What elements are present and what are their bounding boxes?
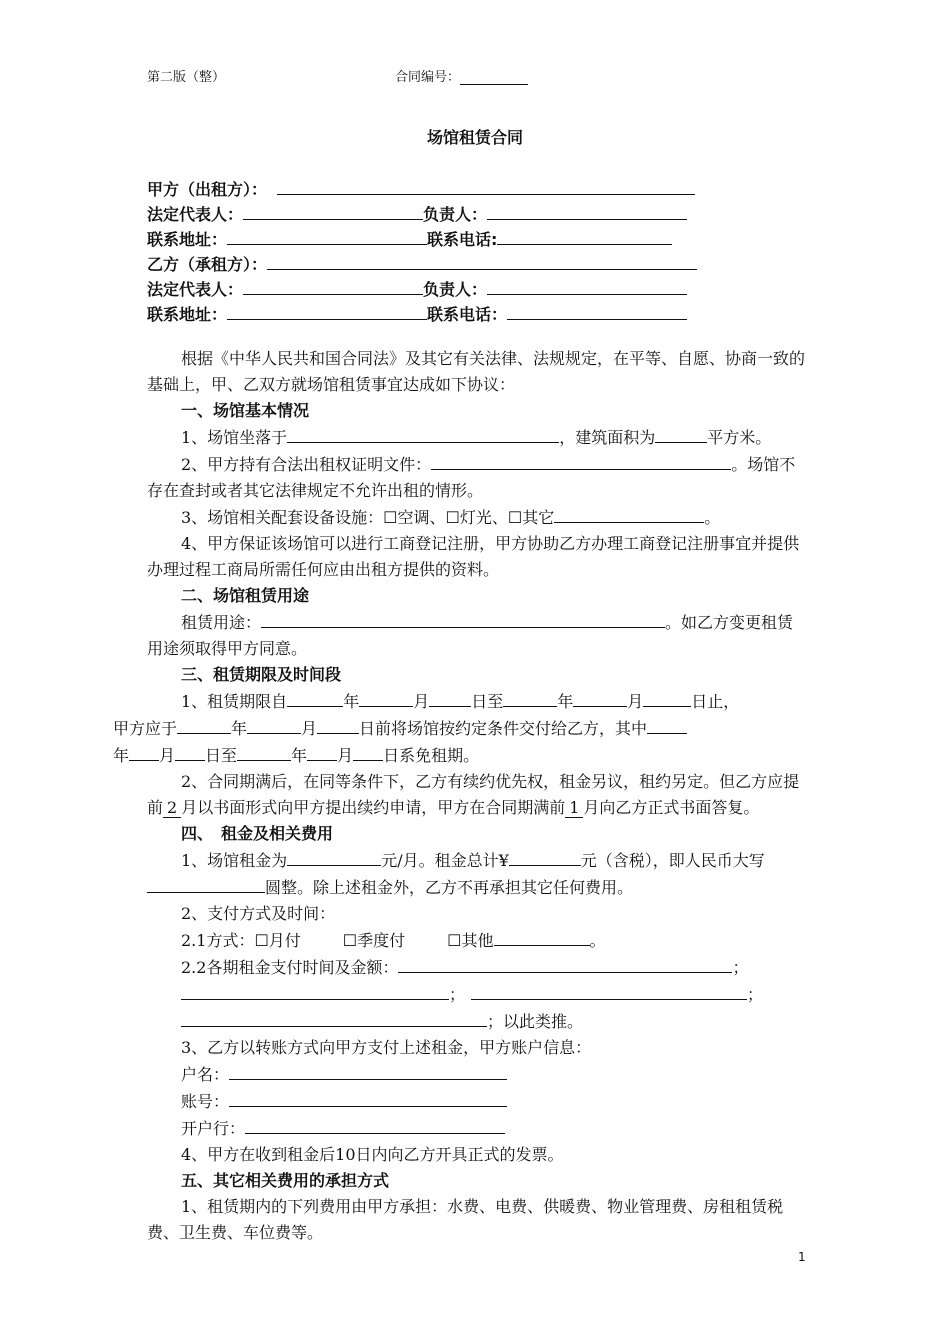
pay-monthly-checkbox[interactable]: 2.1方式：☐月付 [181,931,301,950]
s4-text: ； [449,985,466,1004]
page-number: 1 [798,1250,806,1264]
end-month-field[interactable] [573,688,627,707]
s4-item-2-2-line3 [147,1008,807,1035]
s3-text: 日止， [691,692,740,711]
party-a-rep-row [147,201,727,226]
s4-item-2-2-line2 [147,981,807,1008]
party-a-label: 甲方（出租方）： [147,180,268,199]
pay-other-field[interactable] [494,927,590,946]
s2-usage [147,609,807,662]
party-b-address-field[interactable] [227,301,427,320]
legal-rep-label: 法定代表人： [147,280,244,299]
party-b-legal-rep-field[interactable] [243,276,423,295]
account-number-field[interactable] [229,1088,507,1107]
party-a-phone-field[interactable] [497,226,672,245]
s4-item-1 [147,847,807,901]
s3-text: 年 [231,719,248,738]
party-a-contact-row [147,226,727,251]
s3-item-1 [113,688,807,769]
s4-text: ； [732,958,749,977]
party-b-phone-field[interactable] [507,301,687,320]
person-in-charge-label: 负责人： [423,280,488,299]
payment-schedule-field-3[interactable] [471,981,747,1000]
start-day-field[interactable] [429,688,471,707]
s1-item-1-text: 1、场馆坐落于 [181,428,288,447]
party-b-row [147,251,727,276]
section-1-title: 一、场馆基本情况 [181,401,310,420]
free-end-day-field[interactable] [353,742,383,761]
building-area-field[interactable] [655,424,707,443]
party-a-row [147,176,727,201]
s3-text: 月 [627,692,644,711]
s4-text: 元/月。租金总计¥ [381,851,509,870]
free-end-year-field[interactable] [237,742,291,761]
venue-location-field[interactable] [287,424,559,443]
lease-certificate-field[interactable] [431,451,731,470]
pay-quarterly-checkbox[interactable]: ☐季度付 [342,931,406,950]
account-number-row [147,1088,807,1115]
party-b-contact-row [147,301,727,326]
s3-text: 年 [113,746,130,765]
s4-item-2-1 [147,927,807,954]
s4-text: 圆整。除上述租金外，乙方不再承担其它任何费用。 [265,878,634,897]
payment-schedule-field-4[interactable] [181,1008,487,1027]
s5-item-1: 1、租赁期内的下列费用由甲方承担：水费、电费、供暖费、物业管理费、房租租赁税费、卫生费、车位费等。 [147,1197,784,1242]
s3-text: 月 [413,692,430,711]
contract-body [113,346,807,1246]
s1-item-3-text: 3、场馆相关配套设备设施：☐空调、☐灯光、☐其它 [181,508,555,527]
s3-text: 年 [343,692,360,711]
person-in-charge-label: 负责人： [423,205,488,224]
s4-item-3: 3、乙方以转账方式向甲方支付上述租金，甲方账户信息： [181,1038,592,1057]
party-a-address-field[interactable] [227,226,427,245]
s3-text: 年 [291,746,308,765]
phone-label: 联系电话： [427,305,508,324]
document-title: 场馆租赁合同 [426,128,523,147]
s3-text: 日至 [471,692,504,711]
party-a-legal-rep-field[interactable] [243,201,423,220]
account-name-row [147,1061,807,1088]
address-label: 联系地址： [147,305,228,324]
s1-item-1-text: ，建筑面积为 [559,428,656,447]
payment-schedule-field-2[interactable] [181,981,449,1000]
s1-item-1-text: 平方米。 [707,428,772,447]
s3-text: 甲方应于 [113,719,178,738]
version-label: 第二版（整） [147,70,226,85]
s1-item-1 [147,424,807,451]
party-b-person-in-charge-field[interactable] [487,276,687,295]
intro-paragraph: 根据《中华人民共和国合同法》及其它有关法律、法规规定，在平等、自愿、协商一致的基础上，甲、乙双方就场馆租赁事宜达成如下协议： [147,349,806,394]
s1-item-2-text: 2、甲方持有合法出租权证明文件： [181,455,432,474]
free-start-day-field[interactable] [175,742,205,761]
section-2-title: 二、场馆租赁用途 [181,586,310,605]
pay-other-checkbox[interactable]: ☐其他 [447,931,494,950]
s3-item-2 [147,769,807,821]
total-rent-field[interactable] [509,847,581,866]
other-facilities-field[interactable] [554,504,704,523]
delivery-month-field[interactable] [247,715,301,734]
renewal-notice-months: 2 [163,798,181,818]
s3-text: 月 [159,746,176,765]
delivery-day-field[interactable] [317,715,359,734]
s2-usage-text: 租赁用途： [181,613,262,632]
section-3-title: 三、租赁期限及时间段 [181,665,342,684]
s1-item-2 [147,451,807,504]
section-4-title: 四、 租金及相关费用 [181,824,334,843]
s2-usage-text: 。如乙方变更租赁用途须取得甲方同意。 [147,613,794,658]
party-a-field[interactable] [277,176,695,195]
legal-rep-label: 法定代表人： [147,205,244,224]
s1-item-2-text: 。场馆不存在查封或者其它法律规定不允许出租的情形。 [147,455,796,500]
free-start-month-field[interactable] [129,742,159,761]
s3-text: 1、租赁期限自 [181,692,288,711]
s4-text: 1、场馆租金为 [181,851,288,870]
s1-item-3-text: 。 [704,508,721,527]
s3-text: 日系免租期。 [383,746,480,765]
contract-number-field[interactable] [460,70,528,85]
s3-text: 月向乙方正式书面答复。 [583,798,760,817]
s3-text: 月以书面形式向甲方提出续约申请，甲方在合同期满前 [181,798,566,817]
s4-text: 元（含税），即人民币大写 [580,851,765,870]
delivery-year-field[interactable] [177,715,231,734]
s3-text: 年 [557,692,574,711]
start-month-field[interactable] [359,688,413,707]
s4-item-4: 4、甲方在收到租金后10日内向乙方开具正式的发票。 [181,1145,564,1164]
s4-item-2: 2、支付方式及时间： [181,904,336,923]
party-b-label: 乙方（承租方）： [147,255,268,274]
parties-block [147,176,727,326]
payment-schedule-field-1[interactable] [398,954,732,973]
s1-item-3 [147,504,807,531]
monthly-rent-field[interactable] [287,847,381,866]
s3-text: 日前将场馆按约定条件交付给乙方，其中 [359,719,648,738]
bank-field[interactable] [245,1115,505,1134]
address-label: 联系地址： [147,230,228,249]
s3-text: 月 [337,746,354,765]
free-end-month-field[interactable] [307,742,337,761]
party-b-rep-row [147,276,727,301]
s3-text: 2、合同期满后，在同等条件下，乙方有续约优先权，租金另议，租约另定。但乙方应提前 [147,772,800,817]
account-name-field[interactable] [229,1061,507,1080]
section-5-title: 五、其它相关费用的承担方式 [181,1171,390,1190]
phone-label: 联系电话: [427,230,498,249]
bank-row [147,1115,807,1142]
lease-usage-field[interactable] [261,609,665,628]
end-day-field[interactable] [643,688,691,707]
s3-text: 日至 [205,746,238,765]
party-b-field[interactable] [267,251,697,270]
contract-number [395,66,528,85]
s4-text: ；以此类推。 [487,1012,584,1031]
s3-text: 月 [301,719,318,738]
party-a-person-in-charge-field[interactable] [487,201,687,220]
start-year-field[interactable] [287,688,343,707]
reply-months: 1 [565,798,583,818]
account-name-label: 户名： [181,1065,230,1084]
account-number-label: 账号： [181,1092,230,1111]
end-year-field[interactable] [503,688,557,707]
s4-text: ； [747,985,764,1004]
s4-item-2-2 [147,954,807,981]
bank-label: 开户行： [181,1119,246,1138]
rent-uppercase-field[interactable] [147,874,265,893]
free-start-year-field[interactable] [647,715,687,734]
s1-item-4: 4、甲方保证该场馆可以进行工商登记注册，甲方协助乙方办理工商登记注册事宜并提供办理过程工商局所需任何应由出租方提供的资料。 [147,534,800,579]
s4-text: 。 [589,931,606,950]
contract-number-label: 合同编号： [395,70,461,85]
s4-text: 2.2各期租金支付时间及金额： [181,958,399,977]
